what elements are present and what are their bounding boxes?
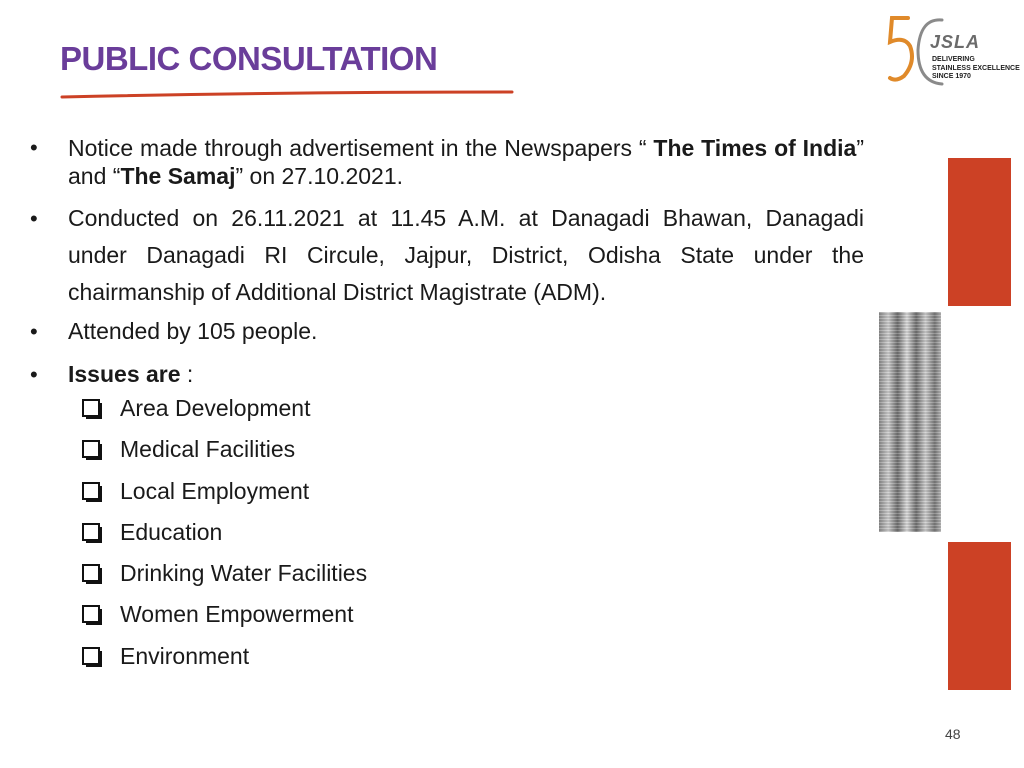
issues-label-suffix: :: [180, 361, 194, 387]
notice-text-mid: ” and “: [68, 135, 864, 189]
checkbox-square-icon: [82, 605, 102, 625]
attended-text: Attended by 105 people.: [68, 318, 318, 344]
bullet-issues: [28, 358, 864, 391]
slide-content: [28, 134, 864, 682]
checkbox-square-icon: [82, 647, 102, 667]
checkbox-square-icon: [82, 399, 102, 419]
issue-item: Area Development: [78, 393, 864, 434]
decorative-red-bar-bottom: [948, 542, 1011, 690]
checkbox-square-icon: [82, 564, 102, 584]
bullet-dot-icon: •: [30, 362, 38, 387]
decorative-gray-bar: [879, 312, 941, 532]
checkbox-square-icon: [82, 440, 102, 460]
title-underline: [60, 88, 520, 102]
logo-brand-text: JSLA: [930, 32, 981, 52]
issue-item: Drinking Water Facilities: [78, 558, 864, 599]
issue-item: Women Empowerment: [78, 599, 864, 640]
newspaper-name-1: The Times of India: [653, 135, 857, 161]
checkbox-square-icon: [82, 523, 102, 543]
bullet-dot-icon: •: [30, 206, 38, 231]
logo-tagline: DELIVERING STAINLESS EXCELLENCE SINCE 1970: [932, 56, 1020, 80]
slide-title: PUBLIC CONSULTATION: [60, 40, 438, 77]
bullet-attended: [28, 315, 864, 348]
bullet-conducted: [28, 200, 864, 311]
page-number: 48: [945, 726, 961, 742]
issues-list: [78, 393, 864, 682]
issue-item: Education: [78, 517, 864, 558]
company-logo: [886, 10, 1020, 92]
decorative-red-bar-top: [948, 158, 1011, 306]
bullet-dot-icon: •: [30, 319, 38, 344]
conducted-text: Conducted on 26.11.2021 at 11.45 A.M. at Danagadi Bhawan, Danagadi under Danagadi RI Circule, Jajpur, District, Odisha State under the chairmanship of Additional District Magistrate (ADM).: [68, 205, 864, 305]
issue-item: Environment: [78, 641, 864, 682]
issue-item: Local Employment: [78, 476, 864, 517]
newspaper-name-2: The Samaj: [120, 163, 236, 189]
notice-text-start: Notice made through advertisement in the Newspapers “: [68, 135, 654, 161]
bullet-dot-icon: •: [30, 135, 38, 160]
bullet-notice: [28, 134, 864, 190]
notice-text-end: ” on 27.10.2021.: [235, 163, 404, 189]
issues-label: Issues are: [68, 361, 181, 387]
checkbox-square-icon: [82, 482, 102, 502]
issue-item: Medical Facilities: [78, 434, 864, 475]
